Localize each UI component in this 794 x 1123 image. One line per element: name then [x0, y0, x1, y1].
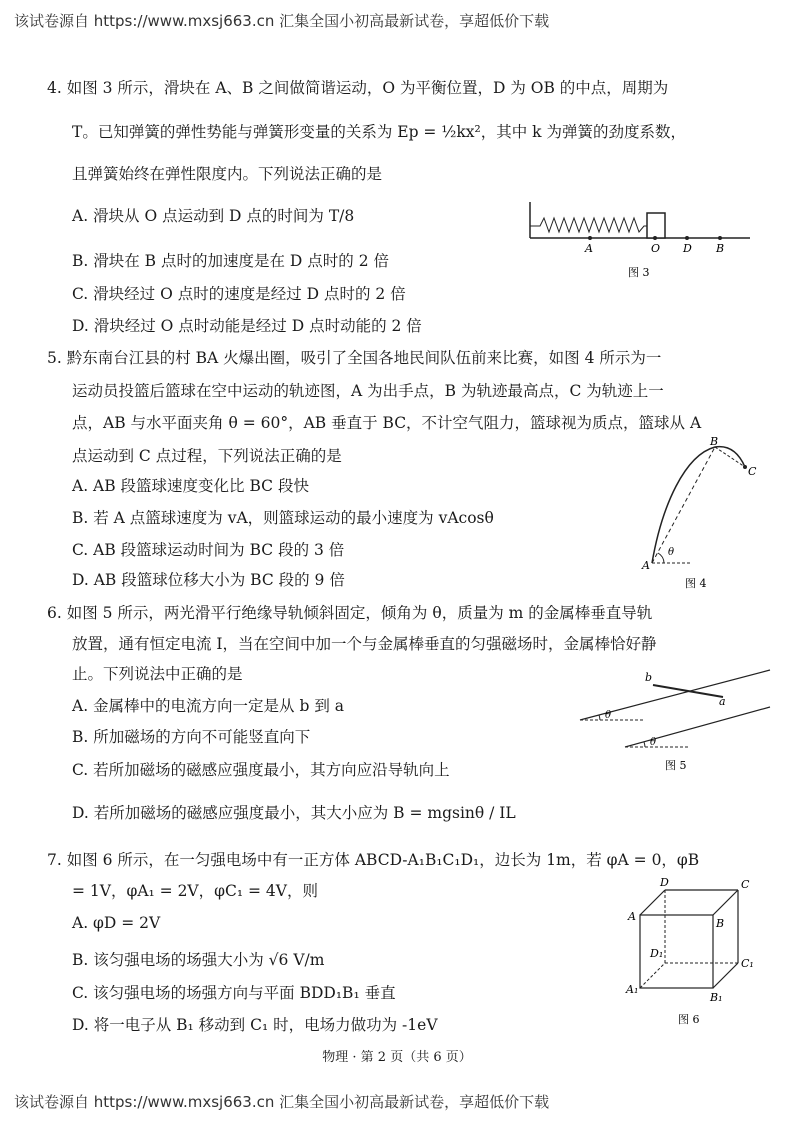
q6-option-a: A. 金属棒中的电流方向一定是从 b 到 a — [72, 697, 344, 715]
label-a: A — [628, 910, 636, 923]
figure-6-caption: 图 6 — [678, 1013, 700, 1026]
label-b: b — [645, 671, 653, 684]
q7-line2: = 1V，φA₁ = 2V，φC₁ = 4V，则 — [72, 882, 318, 900]
edge-b1-c1 — [713, 963, 738, 988]
q5-line1: 5. 黔东南台江县的村 BA 火爆出圈，吸引了全国各地民间队伍前来比赛，如图 4 所示为一 — [47, 349, 662, 367]
label-c1: C₁ — [741, 957, 754, 970]
q6-line1: 6. 如图 5 所示，两光滑平行绝缘导轨倾斜固定，倾角为 θ，质量为 m 的金属棒垂直导轨 — [47, 604, 653, 622]
label-c: C — [741, 878, 750, 891]
q5-option-b: B. 若 A 点篮球速度为 vA，则篮球运动的最小速度为 vAcosθ — [72, 509, 494, 527]
label-d1: D₁ — [650, 947, 664, 960]
trajectory-curve — [652, 447, 745, 563]
q5-line2: 运动员投篮后篮球在空中运动的轨迹图，A 为出手点，B 为轨迹最高点，C 为轨迹上一 — [72, 382, 664, 400]
q4-option-c: C. 滑块经过 O 点时的速度是经过 D 点时的 2 倍 — [72, 285, 406, 303]
metal-rod — [653, 685, 723, 697]
label-theta-upper: θ — [605, 710, 612, 721]
label-o: O — [651, 242, 661, 255]
figure-5-caption: 图 5 — [665, 759, 687, 772]
label-a: A — [585, 242, 593, 255]
footer-banner: 该试卷源自 https://www.mxsj663.cn 汇集全国小初高最新试卷，享超低价下载 — [14, 1093, 550, 1111]
figure-3-spring-diagram — [525, 190, 755, 290]
q6-option-b: B. 所加磁场的方向不可能竖直向下 — [72, 728, 311, 746]
q7-option-a: A. φD = 2V — [72, 914, 161, 932]
q5-option-d: D. AB 段篮球位移大小为 BC 段的 9 倍 — [72, 571, 345, 589]
label-b: B — [710, 435, 719, 448]
q4-option-a: A. 滑块从 O 点运动到 D 点的时间为 T/8 — [72, 207, 355, 225]
label-theta-lower: θ — [650, 737, 657, 748]
chord-ab — [652, 447, 715, 563]
edge-b-c — [713, 890, 738, 915]
point-c-dot — [743, 465, 747, 469]
label-d: D — [683, 242, 692, 255]
angle-arc-lower — [644, 742, 645, 747]
q4-line3: 且弹簧始终在弹性限度内。下列说法正确的是 — [72, 165, 383, 183]
label-a: A — [642, 559, 650, 572]
q7-option-d: D. 将一电子从 B₁ 移动到 C₁ 时，电场力做功为 -1eV — [72, 1016, 438, 1034]
q5-option-a: A. AB 段篮球速度变化比 BC 段快 — [72, 477, 309, 495]
angle-arc-upper — [599, 715, 600, 720]
edge-a-d — [640, 890, 665, 915]
edge-a1-d1 — [640, 963, 665, 988]
point-a-dot — [588, 236, 592, 240]
point-b-dot — [718, 236, 722, 240]
label-b1: B₁ — [710, 991, 723, 1004]
figure-3-caption: 图 3 — [628, 266, 650, 279]
rail-lower — [625, 707, 770, 747]
figure-4-caption: 图 4 — [685, 577, 707, 590]
q7-option-b: B. 该匀强电场的场强大小为 √6 V/m — [72, 951, 325, 969]
q7-line1: 7. 如图 6 所示，在一匀强电场中有一正方体 ABCD-A₁B₁C₁D₁，边长为 1m，若 φA = 0，φB — [47, 851, 700, 869]
q4-option-d: D. 滑块经过 O 点时动能是经过 D 点时动能的 2 倍 — [72, 317, 422, 335]
point-o-dot — [653, 236, 657, 240]
q5-line3: 点，AB 与水平面夹角 θ = 60°，AB 垂直于 BC，不计空气阻力，篮球视为质点，篮球从 A — [72, 414, 702, 432]
label-d: D — [660, 876, 669, 889]
q5-line4: 点运动到 C 点过程，下列说法正确的是 — [72, 447, 342, 465]
figure-4-trajectory-diagram — [640, 435, 765, 595]
angle-arc — [658, 553, 664, 563]
page-number: 物理 · 第 2 页（共 6 页） — [322, 1050, 472, 1065]
label-theta: θ — [668, 547, 675, 558]
label-a: a — [719, 695, 726, 708]
label-c: C — [748, 465, 757, 478]
q4-line1: 4. 如图 3 所示，滑块在 A、B 之间做简谐运动，O 为平衡位置，D 为 OB 的中点，周期为 — [47, 79, 669, 97]
q4-line2: T。已知弹簧的弹性势能与弹簧形变量的关系为 Ep = ½kx²，其中 k 为弹簧的劲度系数， — [72, 123, 686, 141]
header-banner: 该试卷源自 https://www.mxsj663.cn 汇集全国小初高最新试卷，享超低价下载 — [14, 12, 550, 30]
q6-option-d: D. 若所加磁场的磁感应强度最小，其大小应为 B = mgsinθ / IL — [72, 804, 516, 822]
q7-option-c: C. 该匀强电场的场强方向与平面 BDD₁B₁ 垂直 — [72, 984, 396, 1002]
figure-5-rails-diagram — [575, 665, 775, 775]
chord-bc — [715, 447, 745, 467]
q6-option-c: C. 若所加磁场的磁感应强度最小，其方向应沿导轨向上 — [72, 761, 450, 779]
figure-6-cube-diagram — [620, 875, 770, 1035]
label-b: B — [716, 917, 725, 930]
q5-option-c: C. AB 段篮球运动时间为 BC 段的 3 倍 — [72, 541, 345, 559]
label-a1: A₁ — [626, 983, 639, 996]
spring-coil — [530, 218, 647, 232]
slider-block — [647, 213, 665, 238]
q6-line2: 放置，通有恒定电流 I，当在空间中加一个与金属棒垂直的匀强磁场时，金属棒恰好静 — [72, 635, 657, 653]
q4-option-b: B. 滑块在 B 点时的加速度是在 D 点时的 2 倍 — [72, 252, 389, 270]
point-d-dot — [685, 236, 689, 240]
label-b: B — [716, 242, 725, 255]
q6-line3: 止。下列说法中正确的是 — [72, 665, 243, 683]
